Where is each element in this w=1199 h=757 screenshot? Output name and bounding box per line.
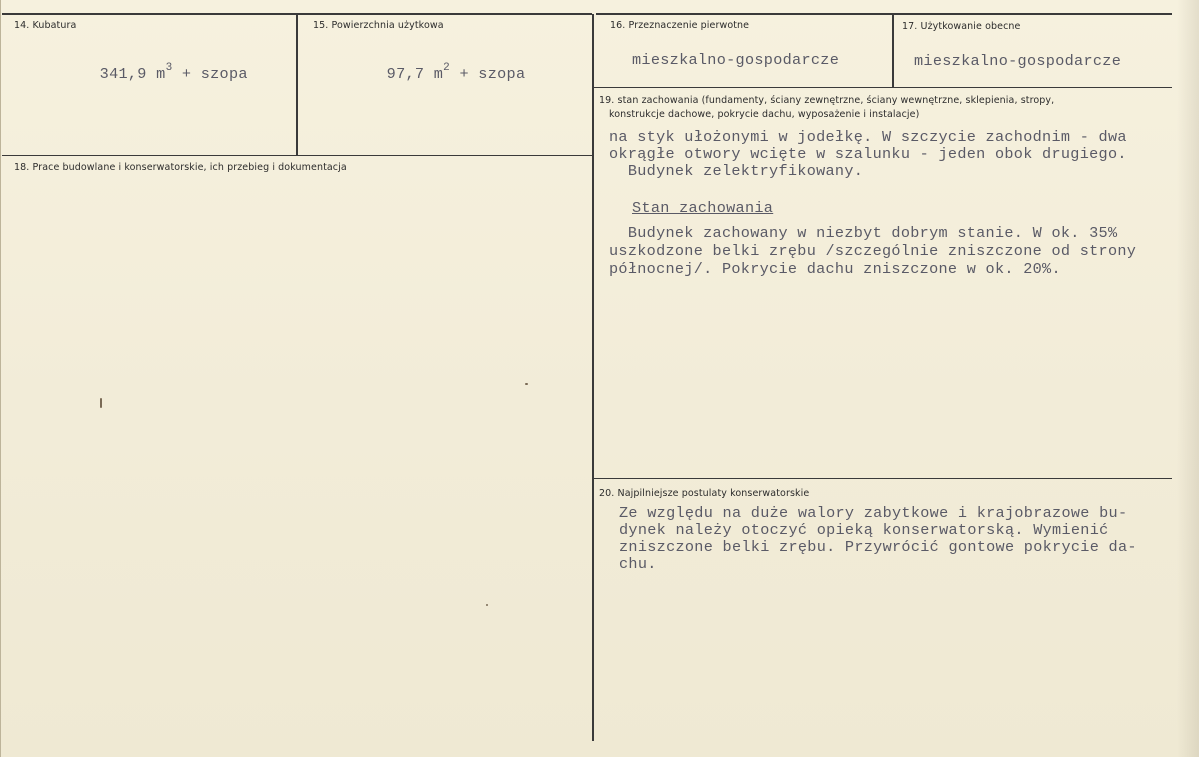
stan-text-line: na styk ułożonymi w jodełkę. W szczycie zachodnim - dwa [609, 128, 1127, 146]
stan-text-line: Budynek zelektryfikowany. [609, 162, 864, 180]
value-kubatura [62, 47, 248, 101]
postulaty-text-line: Ze względu na duże walory zabytkowe i krajobrazowe bu- [619, 504, 1128, 522]
value-przeznaczenie: mieszkalno-gospodarcze [632, 51, 840, 69]
value-uzytkowanie: mieszkalno-gospodarcze [914, 52, 1122, 70]
label-prace: 18. Prace budowlane i konserwatorskie, ich przebieg i dokumentacja [14, 162, 347, 173]
left-edge [0, 0, 1, 757]
value-powierzchnia [349, 47, 525, 101]
label-powierzchnia: 15. Powierzchnia użytkowa [313, 20, 444, 31]
stan-text-line: okrągłe otwory wcięte w szalunku - jeden obok drugiego. [609, 145, 1127, 163]
divider-14-15 [296, 14, 298, 155]
label-postulaty: 20. Najpilniejsze postulaty konserwatorskie [599, 488, 810, 499]
stan-text-line: północnej/. Pokrycie dachu zniszczone w ok. 20%. [609, 260, 1061, 278]
paper-speck [525, 383, 528, 385]
value-kubatura-number: 341,9 m [99, 65, 166, 83]
rule-above-postulaty [594, 478, 1172, 479]
stan-text-line: Budynek zachowany w niezbyt dobrym stanie. W ok. 35% [609, 224, 1118, 242]
paper-speck [100, 398, 102, 408]
divider-16-17 [892, 14, 894, 87]
label-kubatura: 14. Kubatura [14, 20, 77, 31]
postulaty-text-line: dynek należy otoczyć opieką konserwatorską. Wymienić [619, 521, 1109, 539]
value-kubatura-rest: + szopa [172, 65, 248, 83]
value-powierzchnia-rest: + szopa [450, 65, 526, 83]
label-przeznaczenie: 16. Przeznaczenie pierwotne [610, 20, 750, 31]
paper-speck [486, 604, 488, 606]
rule-below-row1-right [594, 87, 1172, 88]
value-powierzchnia-number: 97,7 m [386, 65, 444, 83]
stan-heading: Stan zachowania [632, 199, 774, 217]
label-stan-line1: 19. stan zachowania (fundamenty, ściany zewnętrzne, ściany wewnętrzne, sklepienia, stropy, [599, 95, 1055, 106]
top-rule-right [596, 13, 1172, 15]
postulaty-text-line: zniszczone belki zrębu. Przywrócić gontowe pokrycie da- [619, 538, 1137, 556]
paper-edge-shadow [1177, 0, 1199, 757]
postulaty-text-line: chu. [619, 555, 657, 573]
stan-text-line: uszkodzone belki zrębu /szczególnie zniszczone od strony [609, 242, 1137, 260]
label-uzytkowanie: 17. Użytkowanie obecne [902, 21, 1021, 32]
value-powierzchnia-exponent: 2 [443, 62, 451, 74]
rule-below-row1-left [2, 155, 592, 156]
divider-main [592, 14, 594, 741]
label-stan-line2: konstrukcje dachowe, pokrycie dachu, wyposażenie i instalacje) [609, 109, 920, 120]
value-kubatura-exponent: 3 [165, 62, 173, 74]
